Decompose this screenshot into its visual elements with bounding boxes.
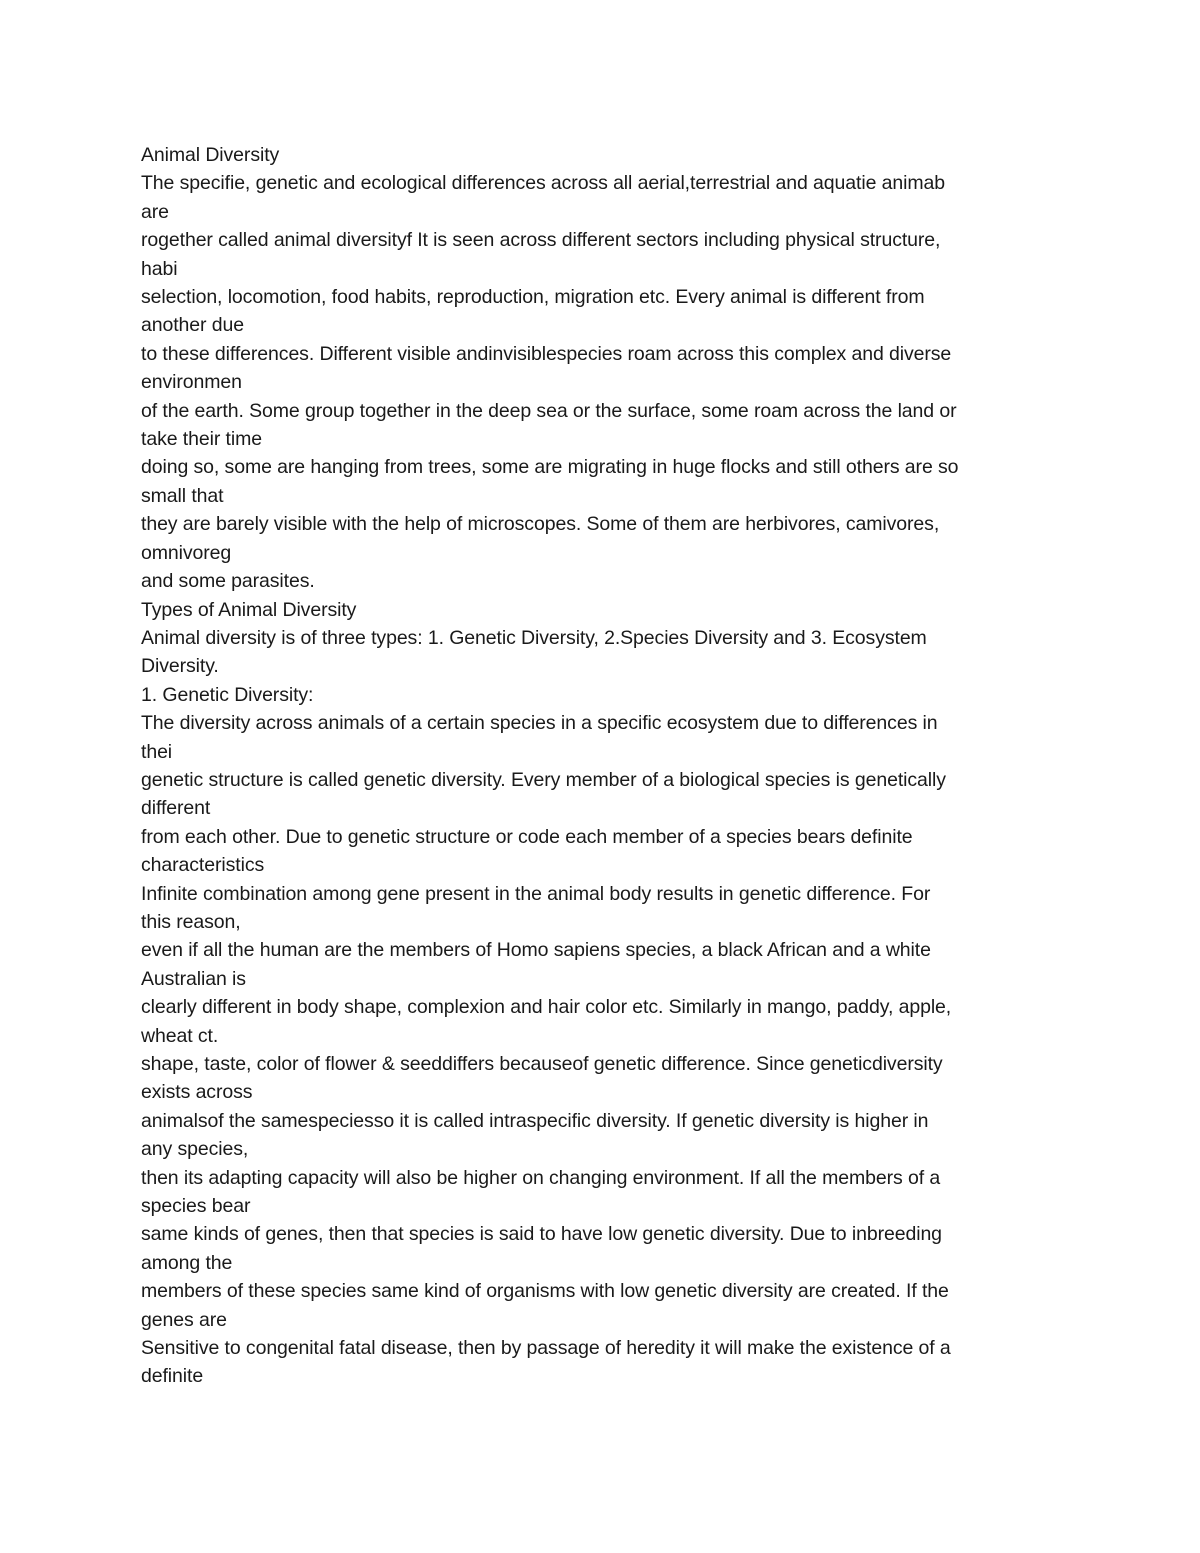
text-line: exists across <box>141 1081 253 1104</box>
text-line: Sensitive to congenital fatal disease, then by passage of heredity it will make the existence of a <box>141 1337 951 1360</box>
text-line: then its adapting capacity will also be higher on changing environment. If all the members of a <box>141 1166 941 1189</box>
text-line: genetic structure is called genetic diversity. Every member of a biological species is genetically <box>141 768 946 791</box>
text-line: same kinds of genes, then that species is said to have low genetic diversity. Due to inbreeding <box>141 1223 942 1246</box>
text-line: wheat ct. <box>141 1024 219 1047</box>
text-line: omnivoreg <box>141 541 232 564</box>
text-line: any species, <box>141 1138 249 1161</box>
text-line: this reason, <box>141 910 241 933</box>
section-heading: Types of Animal Diversity <box>141 598 357 621</box>
text-line: different <box>141 797 211 820</box>
text-line: Diversity. <box>141 655 219 678</box>
text-line: habi <box>141 257 178 280</box>
text-line: and some parasites. <box>141 570 315 593</box>
text-line: Infinite combination among gene present in the animal body results in genetic difference. For <box>141 882 931 905</box>
text-line: genes are <box>141 1308 227 1331</box>
text-line: even if all the human are the members of Homo sapiens species, a black African and a white <box>141 939 931 962</box>
text-line: shape, taste, color of flower & seeddiffers becauseof genetic difference. Since geneticdiversity <box>141 1053 943 1075</box>
text-line: take their time <box>141 428 262 451</box>
text-line: The diversity across animals of a certain species in a specific ecosystem due to differences in <box>141 712 938 735</box>
text-line: characteristics <box>141 854 265 877</box>
text-line: definite <box>141 1365 204 1388</box>
text-line: of the earth. Some group together in the deep sea or the surface, some roam across the land or <box>141 399 957 422</box>
text-line: they are barely visible with the help of microscopes. Some of them are herbivores, camivores, <box>141 513 940 536</box>
text-line: are <box>141 200 169 223</box>
document-body <box>141 141 1071 1391</box>
text-line: thei <box>141 740 173 763</box>
text-line: rogether called animal diversityf It is seen across different sectors including physical structure, <box>141 229 941 252</box>
text-line: another due <box>141 314 244 337</box>
text-line: The specifie, genetic and ecological differences across all aerial,terrestrial and aquatie animab <box>141 172 945 195</box>
text-line: Australian is <box>141 967 246 990</box>
document-title: Animal Diversity <box>141 144 280 166</box>
subsection-heading: 1. Genetic Diversity: <box>141 683 314 706</box>
text-line: members of these species same kind of organisms with low genetic diversity are created. If the <box>141 1280 949 1303</box>
text-line: selection, locomotion, food habits, reproduction, migration etc. Every animal is different from <box>141 286 925 309</box>
text-line: small that <box>141 484 224 507</box>
text-line: animalsof the samespeciesso it is called intraspecific diversity. If genetic diversity is higher in <box>141 1109 929 1132</box>
text-line: to these differences. Different visible andinvisiblespecies roam across this complex and diverse <box>141 342 952 365</box>
text-line: doing so, some are hanging from trees, some are migrating in huge flocks and still others are so <box>141 456 959 479</box>
text-line: Animal diversity is of three types: 1. Genetic Diversity, 2.Species Diversity and 3. Ecosystem <box>141 626 927 649</box>
text-line: species bear <box>141 1195 251 1218</box>
text-line: among the <box>141 1251 233 1274</box>
text-line: environmen <box>141 371 242 394</box>
text-line: from each other. Due to genetic structure or code each member of a species bears definite <box>141 825 913 848</box>
text-line: clearly different in body shape, complexion and hair color etc. Similarly in mango, paddy, apple, <box>141 996 952 1019</box>
